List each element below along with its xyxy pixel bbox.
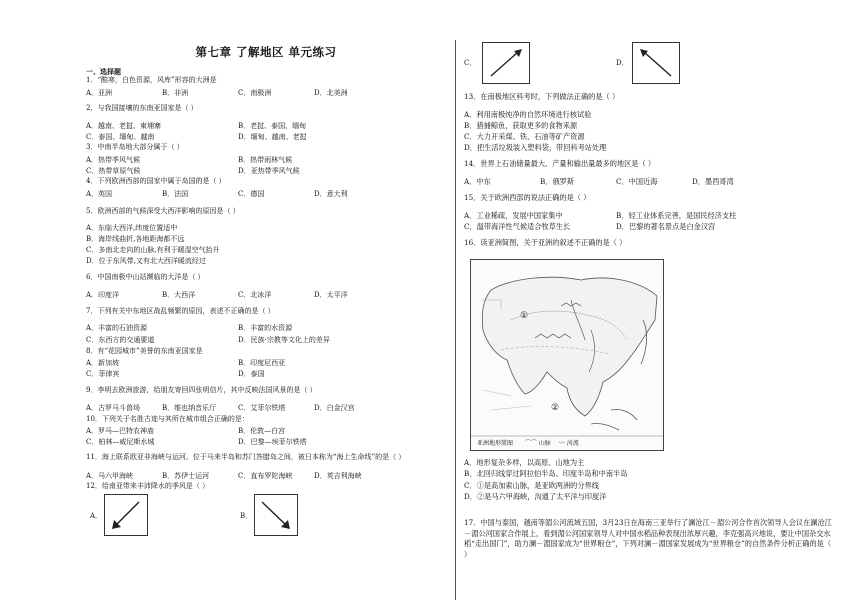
option-d[interactable]: D．②是马六甲海峡，沟通了太平洋与印度洋	[464, 492, 607, 501]
question-15: 15．关于欧洲西部的说法正确的是（ ）	[464, 193, 591, 202]
arrow-option-d-label[interactable]: D．	[616, 59, 629, 67]
option-b[interactable]: B．俄罗斯	[540, 177, 575, 186]
page-title: 第七章 了解地区 单元练习	[195, 45, 337, 59]
option-b[interactable]: B．丰富的水资源	[238, 324, 293, 332]
question-14: 14．世界上石油储量最大、产量和输出量最多的地区是（ ）	[464, 159, 656, 168]
question-16: 16．读亚洲简图，关于亚洲的叙述不正确的是（ ）	[464, 238, 627, 247]
question-3-options-row2	[86, 166, 446, 174]
option-b[interactable]: B．猎捕鲸鱼，获取更多的食物来源	[464, 121, 578, 130]
option-a[interactable]: A．马六甲海峡	[86, 472, 134, 480]
option-d[interactable]: D．亚热带季风气候	[238, 167, 300, 175]
option-d[interactable]: D．英吉利海峡	[314, 472, 362, 480]
option-d[interactable]: D．墨西哥湾	[692, 177, 734, 186]
option-a[interactable]: A．古罗马斗兽场	[86, 404, 141, 412]
question-4: 4．下列欧洲西部的国家中属于岛国的是（ ）	[86, 177, 226, 185]
map-legend-river: 河流	[566, 440, 579, 447]
asia-map	[470, 259, 664, 451]
option-b[interactable]: B．大西洋	[162, 291, 196, 299]
option-c[interactable]: C．大力开采煤、铁、石油等矿产资源	[464, 132, 585, 141]
option-b[interactable]: B．北回归线穿过阿拉伯半岛、印度半岛和中南半岛	[464, 469, 628, 478]
question-7-options-row2	[86, 335, 446, 343]
option-b[interactable]: B．海岸线曲折,各地距海都不远	[86, 235, 185, 243]
question-3: 3．中南半岛地大部分属于（ ）	[86, 143, 184, 151]
question-15-options-row2	[464, 222, 836, 231]
option-c[interactable]: C．多南北走向的山脉,有利于暖湿空气抬升	[86, 246, 220, 254]
mountain-legend-icon: ⌒⌒	[524, 440, 537, 447]
option-d[interactable]: D．民族·宗教等文化上的差异	[238, 336, 330, 344]
map-legend-mountain: 山脉	[538, 440, 551, 447]
arrow-option-b[interactable]	[254, 494, 298, 536]
question-14-options	[464, 177, 836, 186]
option-c[interactable]: C．中国近海	[616, 177, 658, 186]
map-marker-1: ①	[520, 311, 529, 321]
map-caption: 亚洲地形简图	[477, 440, 514, 447]
question-10-options-row2	[86, 437, 446, 445]
question-10: 10．下列关于名胜古迹与其所在城市组合正确的是：	[86, 415, 249, 423]
option-a[interactable]: A．罗马—巴特农神庙	[86, 427, 155, 435]
question-8: 8．有“花园城市”美誉的东南亚国家是	[86, 347, 203, 355]
option-d[interactable]: D．白金汉宫	[314, 404, 355, 412]
question-12: 12．给南亚带来丰沛降水的季风是（ ）	[86, 482, 210, 490]
question-5: 5．欧洲西部的气候深受大西洋影响的原因是（ ）	[86, 207, 240, 215]
question-7-options-row1	[86, 323, 446, 331]
arrow-southeast-icon	[255, 495, 297, 535]
option-b[interactable]: B．苏伊士运河	[162, 472, 210, 480]
option-d[interactable]: D．巴黎的著名景点是白金汉宫	[616, 222, 716, 231]
option-d[interactable]: D．位于东风带,又有北大西洋暖流经过	[86, 257, 206, 265]
option-c[interactable]: C．南极洲	[238, 89, 272, 97]
option-b[interactable]: B．热带雨林气候	[238, 156, 293, 164]
option-d[interactable]: D．北美洲	[314, 89, 348, 97]
option-a[interactable]: A．热带季风气候	[86, 156, 141, 164]
question-1: 1．“酷寒，白色资源，风库”形容的大洲是	[86, 76, 217, 84]
question-6: 6．中国南极中山站濒临的大洋是（ ）	[86, 273, 205, 281]
map-marker-2: ②	[551, 403, 560, 413]
option-a[interactable]: A．东临大西洋,纬度位置适中	[86, 224, 178, 232]
question-2-options-row2	[86, 132, 446, 140]
question-7: 7．下列有关中东地区战乱频繁的原因，表述不正确的是（ ）	[86, 307, 275, 315]
arrow-option-c[interactable]	[482, 42, 530, 84]
river-legend-icon: 〰	[558, 440, 565, 447]
option-b[interactable]: B．维也纳音乐厅	[162, 404, 217, 412]
question-13: 13．在南极地区科考时，下列做法正确的是（ ）	[464, 92, 620, 101]
option-c[interactable]: C．艾菲尔铁塔	[238, 404, 286, 412]
question-4-options	[86, 189, 446, 197]
option-b[interactable]: B．轻工业体系完善，是国民经济支柱	[616, 211, 737, 220]
option-d[interactable]: D．缅甸、越南、老挝	[238, 133, 307, 141]
option-d[interactable]: D．把生活垃圾装入塑料袋，带回科考站处理	[464, 143, 607, 152]
option-d[interactable]: D．太平洋	[314, 291, 348, 299]
option-b[interactable]: B．非洲	[162, 89, 189, 97]
option-c[interactable]: C．菲律宾	[86, 370, 120, 378]
option-b[interactable]: B．印度尼西亚	[238, 359, 286, 367]
option-b[interactable]: B．老挝、泰国、缅甸	[238, 122, 307, 130]
arrow-option-b-label[interactable]: B．	[240, 512, 253, 520]
option-a[interactable]: A．英国	[86, 190, 113, 198]
option-a[interactable]: A．利用南极纯净的自然环境进行核试验	[464, 110, 592, 119]
option-c[interactable]: C．热带草原气候	[86, 167, 141, 175]
arrow-option-c-label[interactable]: C．	[464, 59, 477, 67]
question-11-options	[86, 471, 446, 479]
question-8-options-row2	[86, 369, 446, 377]
option-d[interactable]: D．意大利	[314, 190, 348, 198]
question-11: 11．海上联系欧亚非海峡与运河。位于马来半岛和苏门答腊岛之间，被日本称为“海上生命线”的是（ ）	[86, 453, 406, 461]
question-1-options	[86, 88, 446, 96]
arrow-northeast-icon	[483, 43, 529, 83]
option-a[interactable]: A．中东	[464, 177, 491, 186]
option-c[interactable]: C．直布罗陀海峡	[238, 472, 293, 480]
option-c[interactable]: C．温带海洋性气候适合牧草生长	[464, 222, 571, 231]
option-b[interactable]: B．法国	[162, 190, 189, 198]
option-a[interactable]: A．越南、老挝、柬埔寨	[86, 122, 162, 130]
arrow-option-d[interactable]	[632, 42, 680, 84]
option-c[interactable]: C．东西方的交通要道	[86, 336, 155, 344]
option-c[interactable]: C．①是高加索山脉，是亚欧两洲的分界线	[464, 481, 599, 490]
arrow-option-a-label[interactable]: A．	[90, 512, 103, 520]
option-a[interactable]: A．亚洲	[86, 89, 113, 97]
question-2-options-row1	[86, 121, 446, 129]
column-divider	[455, 40, 456, 600]
question-6-options	[86, 290, 446, 298]
question-17: 17．中国与泰国，越南等湄公河流域五国，3月23日在海南三亚举行了澜沧江－湄公河合作首次领导人会议在澜沧江－湄公河国家合作展上，看到湄公河国家领导人对中国水稻品种表现出浓厚兴趣，李克强高兴地说，要让中国杂交水稻“走出国门”，助力澜－湄国家成为“世界粮仓”，下列对澜－湄国家发展成为“世界粮仓”的自然条件分析正确的是（ ）	[464, 518, 832, 559]
option-d[interactable]: D．泰国	[238, 370, 265, 378]
arrow-northwest-icon	[633, 43, 679, 83]
question-15-options-row1	[464, 211, 836, 220]
option-a[interactable]: A．丰富的石油资源	[86, 324, 148, 332]
option-a[interactable]: A．印度洋	[86, 291, 120, 299]
option-a[interactable]: A．地形复杂多样，以高原、山地为主	[464, 458, 585, 467]
option-c[interactable]: C．泰国、缅甸、越南	[86, 133, 155, 141]
question-2: 2．与我国接壤的东南亚国家是（ ）	[86, 104, 198, 112]
option-b[interactable]: B．伦敦—白宫	[238, 427, 286, 435]
option-d[interactable]: D．巴黎—埃菲尔铁塔	[238, 438, 307, 446]
map-legend	[477, 438, 579, 447]
arrow-option-a[interactable]	[104, 494, 148, 536]
option-a[interactable]: A．工业稀疏，发展中国家集中	[464, 211, 563, 220]
option-c[interactable]: C．德国	[238, 190, 265, 198]
question-10-options-row1	[86, 426, 446, 434]
section-heading: 一、选择题	[86, 67, 121, 76]
option-c[interactable]: C．柏林—威尼斯水城	[86, 438, 155, 446]
question-3-options-row1	[86, 155, 446, 163]
asia-map-figure	[471, 260, 663, 450]
option-a[interactable]: A．新加坡	[86, 359, 120, 367]
option-c[interactable]: C．北冰洋	[238, 291, 272, 299]
question-9-options	[86, 403, 446, 411]
arrow-southwest-icon	[105, 495, 147, 535]
question-9: 9．李明去欧洲旅游，给朋友寄回四张明信片，其中反映法国风景的是（ ）	[86, 386, 317, 394]
question-8-options-row1	[86, 358, 446, 366]
